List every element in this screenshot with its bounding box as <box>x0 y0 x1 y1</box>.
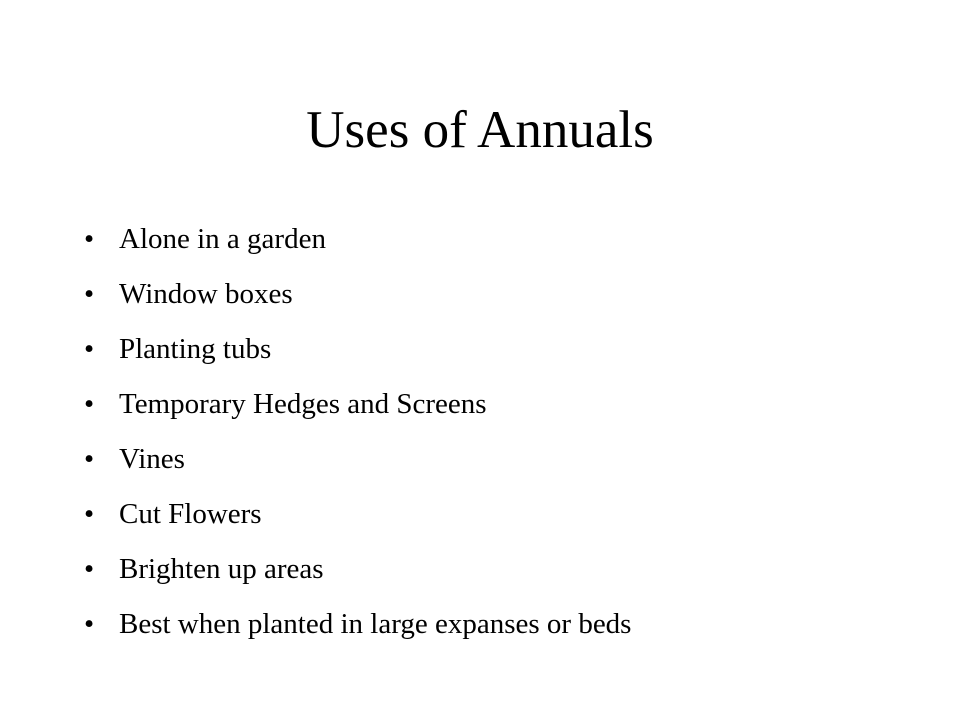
bullet-list <box>84 212 924 652</box>
slide-title: Uses of Annuals <box>306 101 654 159</box>
bullet-icon: • <box>84 223 95 255</box>
list-item <box>84 322 924 377</box>
list-item <box>84 597 924 652</box>
list-item-text: Window boxes <box>119 278 293 310</box>
list-item-text: Temporary Hedges and Screens <box>119 388 487 420</box>
list-item <box>84 487 924 542</box>
list-item <box>84 267 924 322</box>
list-item-text: Cut Flowers <box>119 498 262 530</box>
list-item-text: Vines <box>119 443 185 475</box>
list-item-text: Planting tubs <box>119 333 272 365</box>
bullet-icon: • <box>84 498 95 530</box>
bullet-icon: • <box>84 278 95 310</box>
list-item-text: Best when planted in large expanses or beds <box>119 608 632 640</box>
bullet-icon: • <box>84 608 95 640</box>
bullet-icon: • <box>84 333 95 365</box>
list-item <box>84 542 924 597</box>
list-item-text: Brighten up areas <box>119 553 324 585</box>
list-item <box>84 212 924 267</box>
bullet-icon: • <box>84 388 95 420</box>
bullet-icon: • <box>84 443 95 475</box>
list-item-text: Alone in a garden <box>119 223 326 255</box>
bullet-icon: • <box>84 553 95 585</box>
list-item <box>84 432 924 487</box>
list-item <box>84 377 924 432</box>
